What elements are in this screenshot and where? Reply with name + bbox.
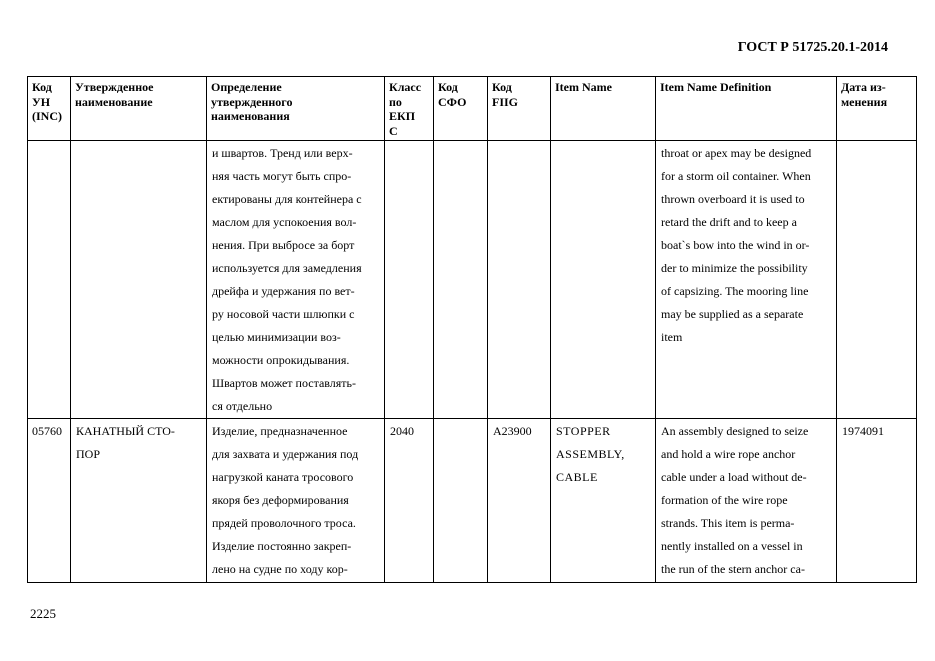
column-header-change-date: Дата из- менения bbox=[837, 77, 917, 141]
cell-definition: и швартов. Тренд или верх- няя часть могут быть спро- ектированы для контейнера с маслом для успокоения вол- нения. При выбросе за борт используется для замедления дрейфа и удержания по вет- ру носовой части шлюпки с целью минимизации воз- можности опрокидывания. Швартов может поставлять- ся отдельно bbox=[207, 141, 385, 419]
column-header-inc: Код УН (INC) bbox=[28, 77, 71, 141]
cell-item-definition: throat or apex may be designed for a storm oil container. When thrown overboard it is used to retard the drift and to keep a boat`s bow into the wind in or- der to minimize the possibility of capsizing. The mooring line may be supplied as a separate item bbox=[656, 141, 837, 419]
table-row bbox=[28, 141, 917, 419]
column-header-class: Класс по ЕКП С bbox=[385, 77, 434, 141]
cell-change-date bbox=[837, 141, 917, 419]
cell-item-name: STOPPER ASSEMBLY, CABLE bbox=[551, 419, 656, 583]
header-row bbox=[28, 77, 917, 141]
column-header-item-name: Item Name bbox=[551, 77, 656, 141]
column-header-sfo: Код СФО bbox=[434, 77, 488, 141]
page-number: 2225 bbox=[30, 606, 56, 621]
column-header-item-definition: Item Name Definition bbox=[656, 77, 837, 141]
cell-definition: Изделие, предназначенное для захвата и удержания под нагрузкой каната тросового якоря без деформирования прядей проволочного троса. Изделие постоянно закреп- лено на судне по ходу кор- bbox=[207, 419, 385, 583]
catalog-table bbox=[27, 76, 917, 583]
cell-sfo bbox=[434, 141, 488, 419]
cell-fiig: A23900 bbox=[488, 419, 551, 583]
document-id: ГОСТ Р 51725.20.1-2014 bbox=[737, 40, 888, 55]
cell-approved-name bbox=[71, 141, 207, 419]
cell-inc: 05760 bbox=[28, 419, 71, 583]
cell-approved-name: КАНАТНЫЙ СТО- ПОР bbox=[71, 419, 207, 583]
cell-item-definition: An assembly designed to seize and hold a wire rope anchor cable under a load without de- formation of the wire rope strands. This item is perma- nently installed on a vessel in the run of the stern anchor ca- bbox=[656, 419, 837, 583]
cell-sfo bbox=[434, 419, 488, 583]
cell-change-date: 1974091 bbox=[837, 419, 917, 583]
cell-fiig bbox=[488, 141, 551, 419]
column-header-definition: Определение утвержденного наименования bbox=[207, 77, 385, 141]
cell-item-name bbox=[551, 141, 656, 419]
column-header-fiig: Код FIIG bbox=[488, 77, 551, 141]
table-row bbox=[28, 419, 917, 583]
cell-class: 2040 bbox=[385, 419, 434, 583]
cell-inc bbox=[28, 141, 71, 419]
column-header-approved-name: Утвержденное наименование bbox=[71, 77, 207, 141]
cell-class bbox=[385, 141, 434, 419]
